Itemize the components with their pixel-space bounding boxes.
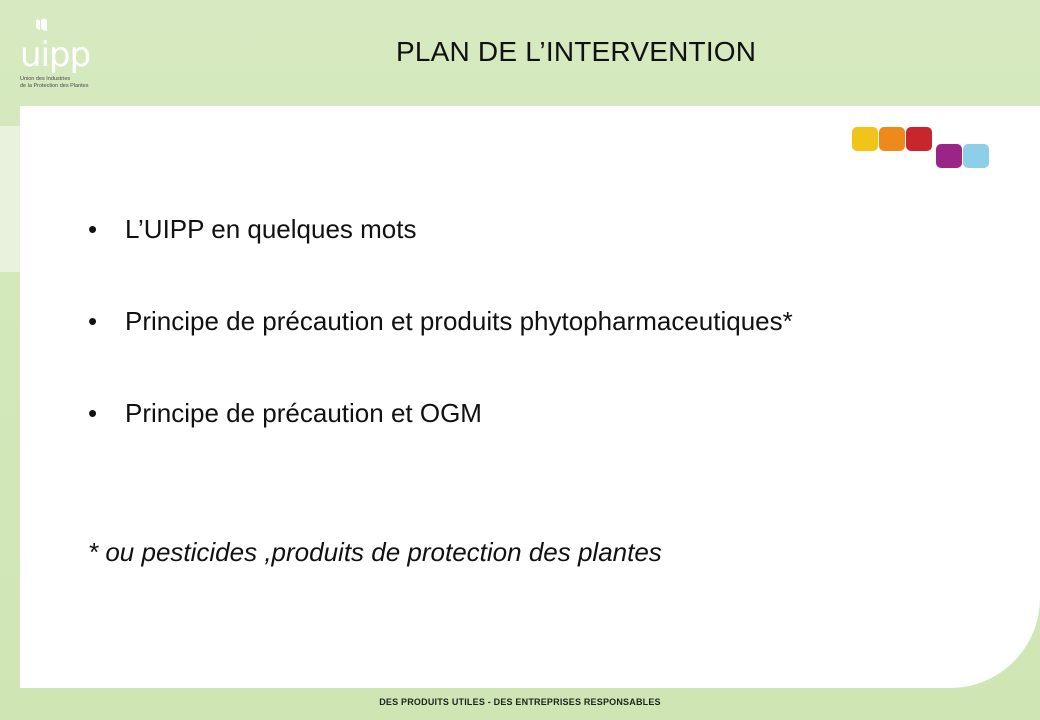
square-yellow <box>852 127 878 151</box>
left-edge-tab <box>0 126 21 272</box>
content-panel <box>20 106 1040 688</box>
square-red <box>906 127 932 151</box>
footer-tagline: DES PRODUITS UTILES - DES ENTREPRISES RESPONSABLES <box>379 697 661 707</box>
bullet-text: L’UIPP en quelques mots <box>125 214 417 244</box>
bullet-text: Principe de précaution et produits phytopharmaceutiques* <box>125 306 793 336</box>
logo-wordmark: uipp <box>20 35 91 75</box>
bullet-marker: • <box>88 306 98 336</box>
square-purple <box>936 144 962 168</box>
leaf-icon <box>34 18 52 34</box>
bullet-text: Principe de précaution et OGM <box>125 398 482 428</box>
logo-subtitle <box>20 76 100 89</box>
bullet-marker: • <box>88 398 98 428</box>
square-blue <box>963 144 989 168</box>
footnote: * ou pesticides ,produits de protection des plantes <box>88 537 662 567</box>
square-orange <box>879 127 905 151</box>
bullet-marker: • <box>88 214 98 244</box>
logo-subtitle-line2: de la Protection des Plantes <box>20 82 89 89</box>
logo-subtitle-line1: Union des Industries <box>20 76 71 82</box>
slide-title: PLAN DE L’INTERVENTION <box>396 36 757 67</box>
uipp-logo <box>14 16 98 96</box>
color-squares-decoration <box>852 127 992 171</box>
